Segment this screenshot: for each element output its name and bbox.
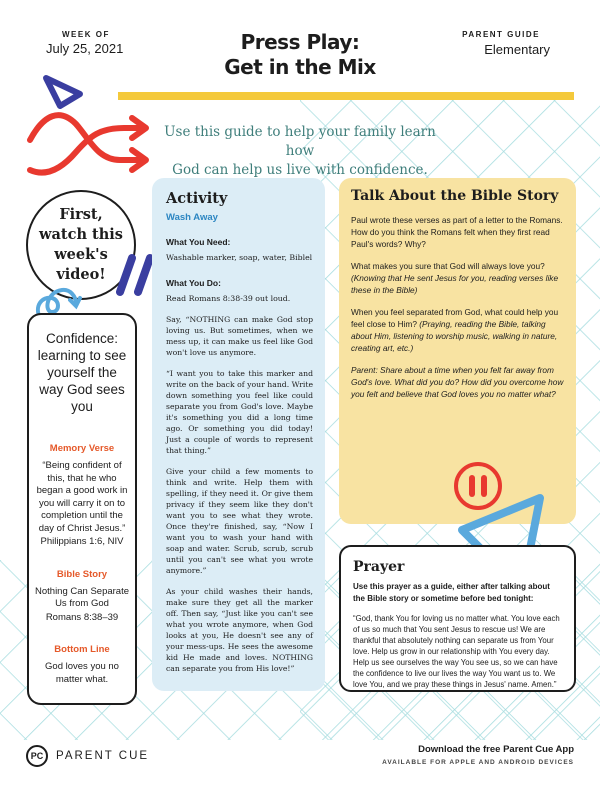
what-you-need-label: What You Need: xyxy=(166,237,231,247)
page-title xyxy=(150,30,450,80)
activity-subtitle: Wash Away xyxy=(166,212,218,223)
week-date: July 25, 2021 xyxy=(46,41,124,56)
guide-label: PARENT GUIDE xyxy=(462,30,540,39)
what-you-need-text: Washable marker, soap, water, Biblel xyxy=(166,253,313,262)
discussion-question: Paul wrote these verses as part of a letter to the Romans. How do you think the Romans felt when they first read Paul's words? Why? xyxy=(351,215,563,249)
prayer-guide: Use this prayer as a guide, either after talking about the Bible story or sometime before bed tonight: xyxy=(353,582,550,603)
week-label: WEEK OF xyxy=(62,30,110,39)
prayer-text: “God, thank You for loving us no matter what. You love each of us so much that You sent Jesus to rescue us! We are thankful that absolutely nothing can separate us from Your love. Help us grow in our relationship with You every day. Help us see ourselves the way You see us, so we can have the confidence to live our lives the way You want us to. We love You, and we pray these things in Jesus' name. Amen.” xyxy=(353,614,560,689)
intro-text xyxy=(150,123,450,180)
talk-about-title: Talk About the Bible Story xyxy=(351,188,559,204)
header-divider xyxy=(118,92,574,100)
bottom-line-text: God loves you no matter what. xyxy=(45,661,119,685)
activity-paragraph: Give your child a few moments to think and write. Help them with spelling, if they need it. Or give them privacy if they seem like they don't want you to see what they wrote. Once they're finished, say, “Now I want you to wash your hand with soap and water. Scrub, scrub, scrub until you can't see what you wrote anymore.” xyxy=(166,467,313,575)
available-devices-text: AVAILABLE FOR APPLE AND ANDROID DEVICES xyxy=(382,759,574,766)
prayer-title: Prayer xyxy=(353,559,405,575)
activity-panel xyxy=(152,178,325,691)
what-you-do-text: Read Romans 8:38-39 out loud. xyxy=(166,293,291,303)
question-hint: (Knowing that He sent Jesus for you, reading verses like these in the Bible) xyxy=(351,273,559,295)
guide-level: Elementary xyxy=(484,42,550,57)
activity-paragraph: Say, “NOTHING can make God stop loving us. But sometimes, when we mess up, it can make us feel like God won't love us anymore. xyxy=(166,315,313,357)
bottom-line-label: Bottom Line xyxy=(54,644,110,655)
question-text: When you feel separated from God, what could help you feel close to Him? xyxy=(351,307,559,329)
watch-video-text: First, watch this week's video! xyxy=(39,206,123,283)
memory-verse-reference: Philippians 1:6, NIV xyxy=(40,536,124,547)
discussion-question xyxy=(351,260,564,296)
sidebar-summary xyxy=(27,313,137,705)
parent-cue-logo xyxy=(26,745,149,767)
intro-line-2: God can help us live with confidence. xyxy=(172,162,428,178)
activity-title: Activity xyxy=(166,190,228,207)
logo-text: PARENT CUE xyxy=(56,750,150,762)
bible-story-title: Nothing Can Separate Us from God xyxy=(35,585,130,609)
logo-mark: PC xyxy=(26,745,48,767)
what-you-do-label: What You Do: xyxy=(166,277,221,288)
shuffle-arrows-icon xyxy=(24,100,154,192)
memory-verse-text: “Being confident of this, that he who began a good work in you will carry it on to completion until the day of Christ Jesus.” xyxy=(36,460,128,534)
discussion-question xyxy=(351,306,564,354)
parent-prompt-text: Parent: Share about a time when you felt far away from God's love. What did you do? How did you overcome how you felt and believe that God loves you no matter what? xyxy=(351,365,564,399)
activity-paragraph: “I want you to take this marker and write on the back of your hand. Write down something you feel like could separate you from God's love. Maybe it's something you did a long time ago. Or something you did today! Just a couple of words to represent that thing.” xyxy=(166,369,313,455)
parent-prompt xyxy=(351,364,564,400)
question-hint: (Praying, reading the Bible, talking about Him, listening to worship music, walking in nature, creating art, etc.) xyxy=(351,319,558,353)
download-app-text: Download the free Parent Cue App xyxy=(418,744,574,755)
bible-story-reference: Romans 8:38–39 xyxy=(45,611,119,623)
title-line-1: Press Play: xyxy=(240,30,360,54)
activity-paragraph: As your child washes their hands, make sure they get all the marker off. Then say, “Just like you can't see what you wrote anymore, when God looks at you, He doesn't see any of your mess-ups. He sees the awesome kid He made and loves. NOTHING can separate you from His love!” xyxy=(166,587,313,673)
memory-verse-label: Memory Verse xyxy=(49,443,115,454)
question-text: What makes you sure that God will always love you? xyxy=(351,261,545,271)
prayer-panel xyxy=(339,545,576,692)
title-line-2: Get in the Mix xyxy=(224,55,376,79)
bible-story-label: Bible Story xyxy=(56,568,108,580)
intro-line-1: Use this guide to help your family learn how xyxy=(164,124,436,159)
theme-text: Confidence: learning to see yourself the way God sees you xyxy=(37,331,127,414)
